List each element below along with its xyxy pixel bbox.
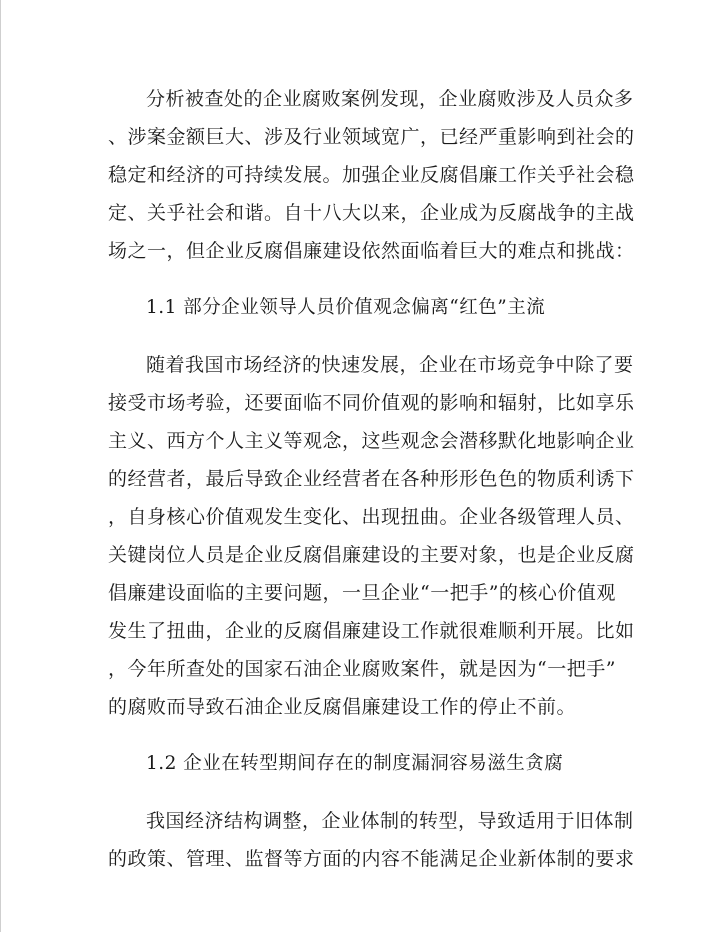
paragraph-line: 场之一，但企业反腐倡廉建设依然面临着巨大的难点和挑战：	[108, 240, 635, 262]
paragraph-line: 、涉案金额巨大、涉及行业领域宽广，已经严重影响到社会的	[108, 126, 635, 148]
paragraph-2	[108, 346, 635, 726]
paragraph-line: 随着我国市场经济的快速发展，企业在市场竞争中除了要	[146, 354, 634, 376]
section-heading-1-1: 1.1 部分企业领导人员价值观念偏离“红色”主流	[146, 297, 546, 318]
document-body	[108, 80, 635, 878]
section-heading-1-2: 1.2 企业在转型期间存在的制度漏洞容易滋生贪腐	[146, 753, 564, 774]
paragraph-line: 的腐败而导致石油企业反腐倡廉建设工作的停止不前。	[108, 696, 577, 718]
paragraph-line: 的政策、管理、监督等方面的内容不能满足企业新体制的要求	[108, 848, 635, 870]
paragraph-line: ，今年所查处的国家石油企业腐败案件，就是因为“一把手”	[108, 658, 616, 680]
paragraph-1	[108, 80, 635, 270]
paragraph-line: 稳定和经济的可持续发展。加强企业反腐倡廉工作关乎社会稳	[108, 164, 635, 186]
paragraph-line: 接受市场考验，还要面临不同价值观的影响和辐射，比如享乐	[108, 392, 635, 414]
paragraph-line: 我国经济结构调整，企业体制的转型，导致适用于旧体制	[146, 810, 634, 832]
page-edge-rule	[0, 0, 1, 932]
paragraph-line: 发生了扭曲，企业的反腐倡廉建设工作就很难顺利开展。比如	[108, 620, 635, 642]
paragraph-line: 的经营者，最后导致企业经营者在各种形形色色的物质利诱下	[108, 468, 635, 490]
paragraph-line: 分析被查处的企业腐败案例发现，企业腐败涉及人员众多	[146, 88, 634, 110]
paragraph-line: 关键岗位人员是企业反腐倡廉建设的主要对象，也是企业反腐	[108, 544, 635, 566]
paragraph-3	[108, 802, 635, 878]
paragraph-line: ，自身核心价值观发生变化、出现扭曲。企业各级管理人员、	[108, 506, 635, 528]
paragraph-line: 定、关乎社会和谐。自十八大以来，企业成为反腐战争的主战	[108, 202, 635, 224]
paragraph-line: 倡廉建设面临的主要问题，一旦企业“一把手”的核心价值观	[108, 582, 616, 604]
paragraph-line: 主义、西方个人主义等观念，这些观念会潜移默化地影响企业	[108, 430, 635, 452]
